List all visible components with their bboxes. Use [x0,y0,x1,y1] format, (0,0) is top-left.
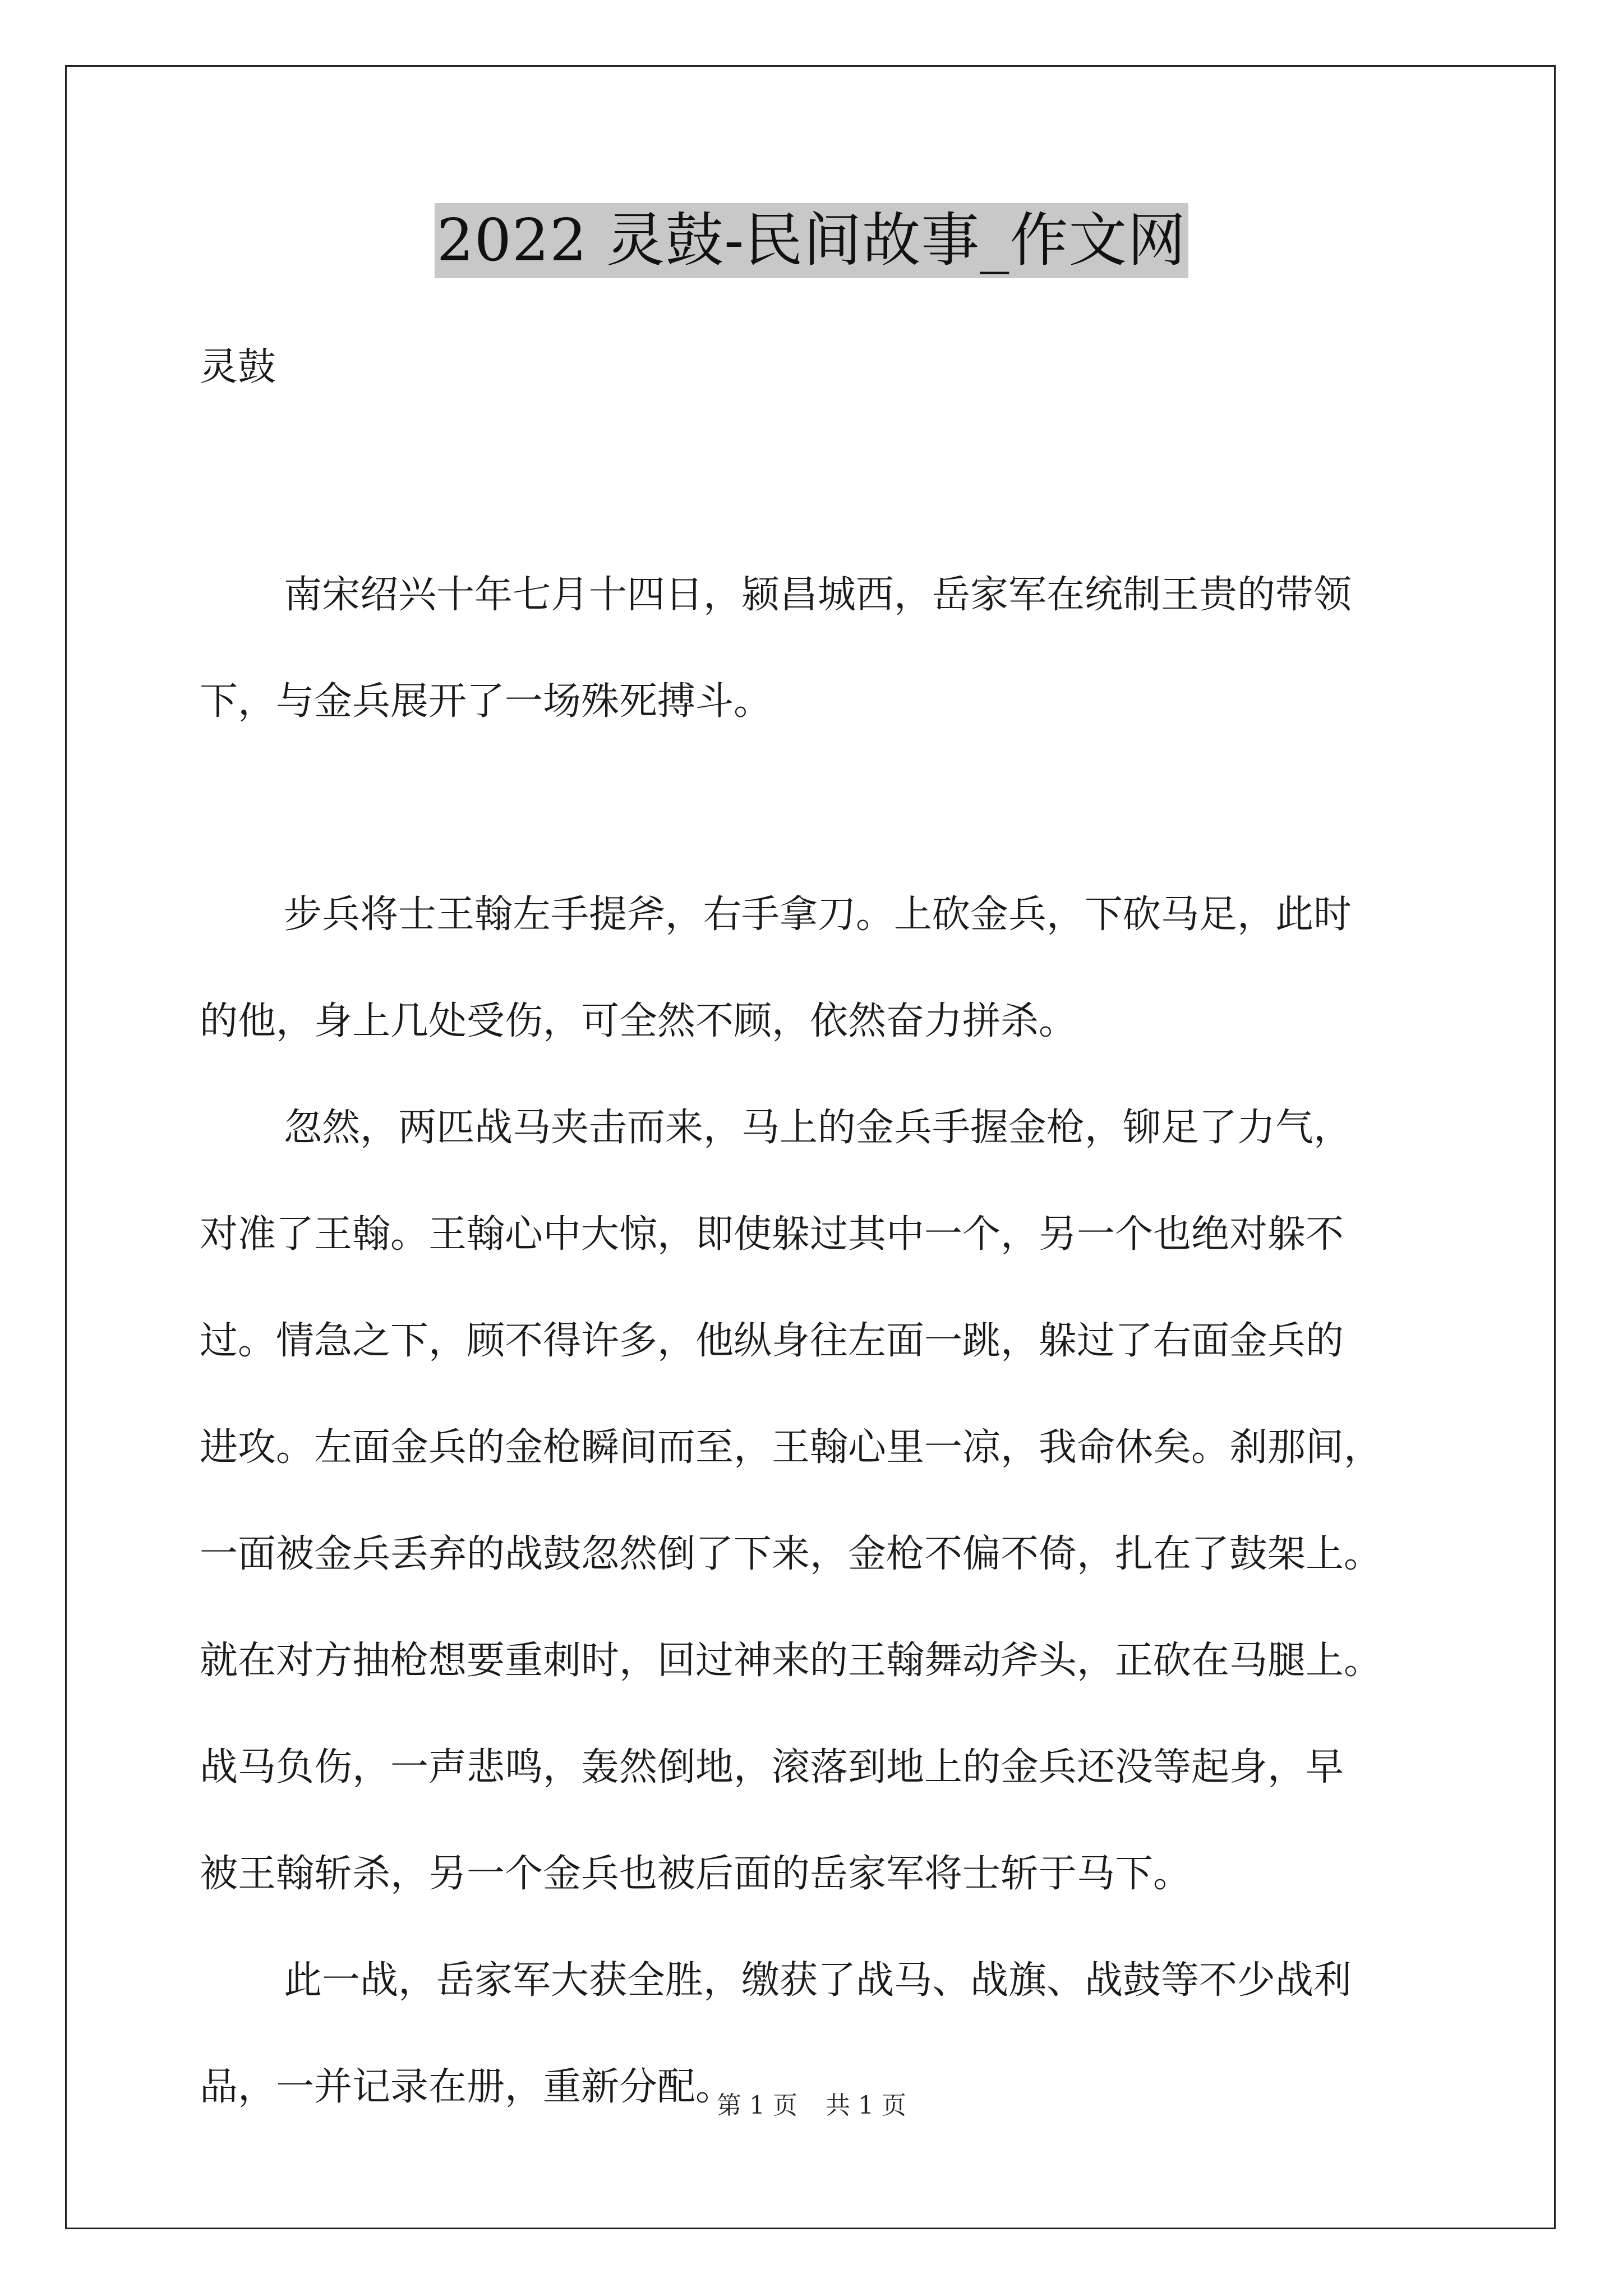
paragraph-line: 步兵将士王翰左手提斧，右手拿刀。上砍金兵，下砍马足，此时 [284,892,1352,937]
paragraph-line: 品，一并记录在册，重新分配。 [200,2065,734,2109]
paragraph-line: 的他，身上几处受伤，可全然不顾，依然奋力拼杀。 [200,999,1077,1043]
paragraph-line: 此一战，岳家军大获全胜，缴获了战马、战旗、战鼓等不少战利 [284,1958,1352,2003]
page-number-total: 共 1 页 [826,2091,906,2120]
paragraph-line: 忽然，两匹战马夹击而来，马上的金兵手握金枪，铆足了力气， [284,1106,1352,1150]
paragraph-line: 对准了王翰。王翰心中大惊，即使躲过其中一个，另一个也绝对躲不 [200,1212,1344,1257]
document-title: 2022 灵鼓-民间故事_作文网 [435,203,1189,278]
paragraph-line: 南宋绍兴十年七月十四日，颍昌城西，岳家军在统制王贵的带领 [284,573,1352,617]
document-subtitle: 灵鼓 [200,345,276,389]
paragraph-line: 被王翰斩杀，另一个金兵也被后面的岳家军将士斩于马下。 [200,1852,1192,1896]
paragraph-line: 就在对方抽枪想要重刺时，回过神来的王翰舞动斧头，正砍在马腿上。 [200,1639,1382,1683]
page-number-current: 第 1 页 [717,2091,797,2120]
document-body [200,314,1433,2141]
paragraph-line: 进攻。左面金兵的金枪瞬间而至，王翰心里一凉，我命休矣。刹那间， [200,1425,1382,1470]
page-footer [0,2089,1623,2123]
title-container [0,203,1623,278]
paragraph-line: 战马负伤，一声悲鸣，轰然倒地，滚落到地上的金兵还没等起身，早 [200,1745,1344,1789]
paragraph-line: 一面被金兵丢弃的战鼓忽然倒了下来，金枪不偏不倚，扎在了鼓架上。 [200,1532,1382,1576]
paragraph-line: 下，与金兵展开了一场殊死搏斗。 [200,679,772,724]
paragraph-line: 过。情急之下，顾不得许多，他纵身往左面一跳，躲过了右面金兵的 [200,1319,1344,1363]
